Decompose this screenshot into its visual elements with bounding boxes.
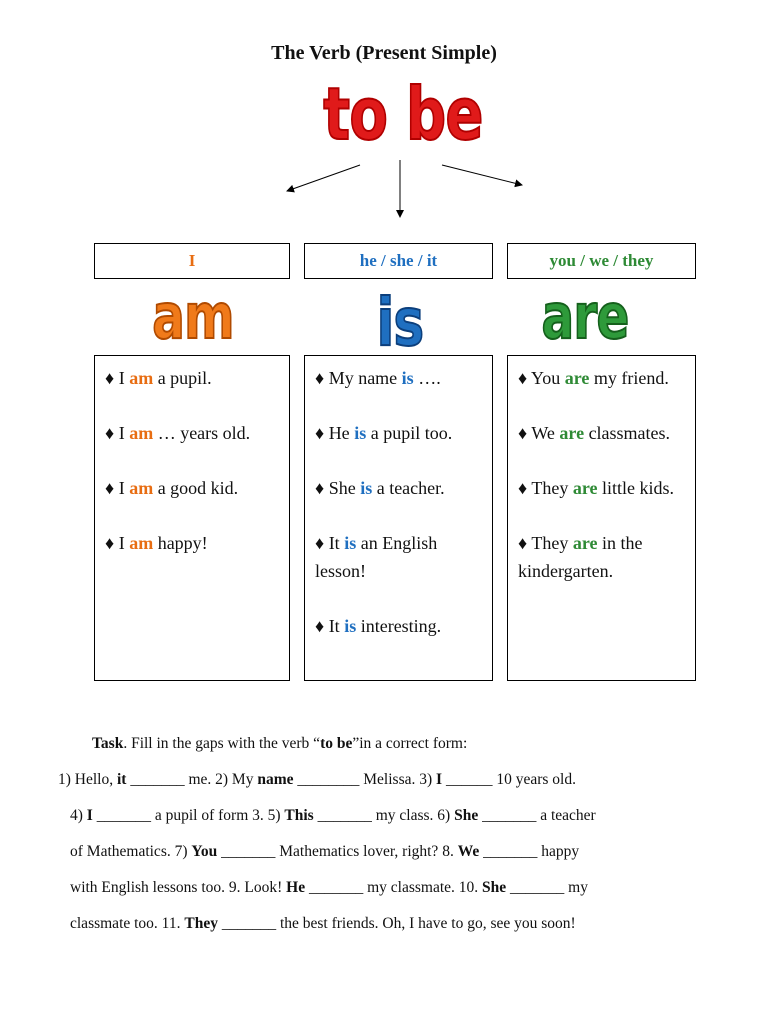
task-label: Task — [92, 735, 124, 752]
example-verb: is — [401, 368, 414, 388]
example-text: a good kid. — [153, 478, 239, 498]
examples-box-is — [304, 355, 493, 681]
example-text: classmates. — [584, 423, 671, 443]
example-sentence — [105, 365, 281, 393]
bullet-icon: ♦ — [105, 368, 119, 388]
task-instruction — [70, 726, 700, 762]
task-text: ________ Melissa. 3) — [293, 771, 437, 788]
task-line — [58, 762, 700, 798]
pronoun-box-you-we-they: you / we / they — [507, 243, 696, 279]
task-instruction-bold: to be — [320, 735, 353, 752]
task-subject: You — [191, 843, 218, 860]
example-text: I — [118, 368, 130, 388]
task-text: _______ the best friends. Oh, I have to go, see you soon! — [217, 915, 576, 932]
example-text: an English lesson! — [315, 533, 438, 581]
bullet-icon: ♦ — [518, 533, 532, 553]
example-text: She — [328, 478, 361, 498]
task-subject: it — [116, 771, 127, 788]
task-text: of Mathematics. 7) — [70, 843, 192, 860]
task-subject: I — [436, 771, 443, 788]
task-text: _______ me. 2) My — [126, 771, 258, 788]
example-text: in the kindergarten. — [518, 533, 643, 581]
arrow-right — [442, 165, 522, 185]
task-subject: We — [457, 843, 480, 860]
task-text: _______ my classmate. 10. — [305, 879, 483, 896]
example-text: My name — [328, 368, 402, 388]
bullet-icon: ♦ — [315, 533, 329, 553]
example-verb: am — [129, 478, 154, 498]
bullet-icon: ♦ — [518, 478, 532, 498]
example-text: a pupil too. — [366, 423, 453, 443]
task-text: ______ 10 years old. — [442, 771, 576, 788]
example-text: …. — [413, 368, 441, 388]
form-is: is — [376, 284, 424, 361]
example-verb: are — [572, 478, 598, 498]
example-text: It — [328, 615, 345, 636]
bullet-icon: ♦ — [315, 615, 329, 636]
example-sentence — [105, 530, 281, 558]
example-text: happy! — [153, 533, 208, 553]
example-text: They — [531, 533, 573, 553]
task-text: 1) Hello, — [58, 771, 117, 788]
example-sentence — [315, 420, 484, 448]
task-text: _______ a pupil of form 3. 5) — [92, 807, 285, 824]
task-line — [70, 870, 700, 906]
bullet-icon: ♦ — [518, 368, 532, 388]
example-sentence — [518, 365, 687, 393]
task-subject: This — [284, 807, 314, 824]
example-text: You — [531, 368, 565, 388]
task-subject: She — [454, 807, 479, 824]
bullet-icon: ♦ — [315, 423, 329, 443]
task-text: _______ my class. 6) — [313, 807, 455, 824]
example-sentence — [315, 475, 484, 503]
example-sentence — [105, 420, 281, 448]
bullet-icon: ♦ — [105, 533, 119, 553]
task-instruction-post: ”in a correct form: — [352, 735, 468, 752]
form-are: are — [541, 280, 629, 353]
examples-box-are — [507, 355, 696, 681]
example-verb: is — [344, 615, 357, 636]
bullet-icon: ♦ — [105, 423, 119, 443]
pronoun-box-i: I — [94, 243, 290, 279]
example-text: They — [531, 478, 573, 498]
bullet-icon: ♦ — [518, 423, 532, 443]
example-verb: are — [572, 533, 598, 553]
example-sentence — [105, 475, 281, 503]
form-am: am — [152, 280, 234, 353]
bullet-icon: ♦ — [315, 368, 329, 388]
arrow-left — [287, 165, 360, 191]
example-sentence — [518, 420, 687, 448]
example-verb: am — [129, 368, 154, 388]
example-text: We — [531, 423, 560, 443]
example-text: I — [118, 478, 130, 498]
example-sentence — [315, 530, 484, 585]
example-verb: is — [360, 478, 373, 498]
arrows-diagram — [270, 155, 540, 225]
task-section — [58, 726, 700, 942]
task-instruction-pre: . Fill in the gaps with the verb “ — [123, 735, 321, 752]
task-subject: She — [482, 879, 507, 896]
example-text: I — [118, 423, 130, 443]
task-text: _______ a teacher — [478, 807, 596, 824]
task-subject: name — [257, 771, 294, 788]
pronoun-box-he-she-it: he / she / it — [304, 243, 493, 279]
example-text: a pupil. — [153, 368, 212, 388]
heading-to-be: to be — [323, 72, 483, 156]
example-sentence — [315, 613, 484, 641]
task-line — [70, 834, 700, 870]
example-verb: are — [564, 368, 590, 388]
task-line — [70, 906, 700, 942]
task-subject: He — [286, 879, 306, 896]
bullet-icon: ♦ — [105, 478, 119, 498]
task-text: _______ happy — [479, 843, 580, 860]
task-subject: I — [86, 807, 93, 824]
example-sentence — [518, 475, 687, 503]
task-text: _______ Mathematics lover, right? 8. — [217, 843, 458, 860]
example-text: He — [328, 423, 355, 443]
example-text: little kids. — [597, 478, 674, 498]
task-text: with English lessons too. 9. Look! — [70, 879, 287, 896]
example-verb: are — [559, 423, 585, 443]
example-sentence — [518, 530, 687, 585]
example-text: a teacher. — [372, 478, 445, 498]
example-verb: am — [129, 423, 154, 443]
task-subject: They — [184, 915, 218, 932]
example-verb: is — [344, 533, 357, 553]
example-text: my friend. — [589, 368, 669, 388]
examples-box-am — [94, 355, 290, 681]
example-text: It — [328, 533, 345, 553]
task-text: classmate too. 11. — [70, 915, 185, 932]
task-line — [70, 798, 700, 834]
example-text: … years old. — [153, 423, 251, 443]
task-text: 4) — [70, 807, 87, 824]
example-text: I — [118, 533, 130, 553]
example-text: interesting. — [356, 615, 442, 636]
example-sentence — [315, 365, 484, 393]
bullet-icon: ♦ — [315, 478, 329, 498]
task-text: _______ my — [506, 879, 588, 896]
page-title: The Verb (Present Simple) — [271, 42, 497, 64]
example-verb: am — [129, 533, 154, 553]
example-verb: is — [354, 423, 367, 443]
